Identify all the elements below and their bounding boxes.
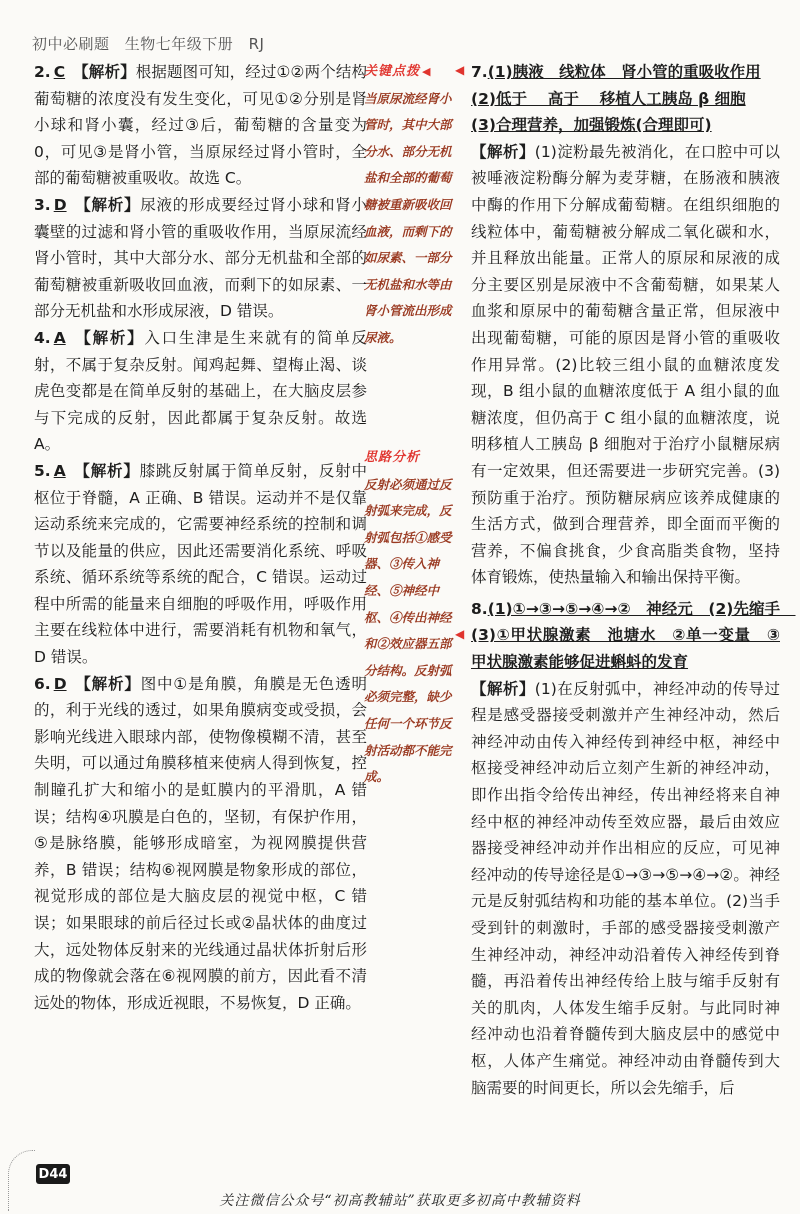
running-header [32, 33, 274, 54]
book-title: 初中必刷题 [32, 35, 110, 53]
analysis-text: (1)在反射弧中，神经冲动的传导过程是感受器接受刺激并产生神经冲动，然后神经冲动由传入神经传到神经中枢，神经中枢接受神经冲动后立刻产生新的神经冲动，即作出指令给传出神经，传出神经将来自神经中枢的神经冲动传至效应器，最后由效应器接受神经冲动并作出相应的反应，可见神经冲动的传导途径是①→③→⑤→④→②。神经元是反射弧结构和功能的基本单位。(2)当手受到针的刺激时，手部的感受器接受刺激产生神经冲动，神经冲动沿着传入神经传到脊髓，再沿着传出神经传给上肢与缩手反射有关的肌肉，人体发生缩手反射。与此同时神经冲动也沿着脊髓传到大脑皮层中的感觉中枢，人体产生痛觉。神经冲动由脊髓传到大脑需要的时间更长，所以会先缩手，后 [471, 679, 780, 1097]
page-number: D44 [36, 1164, 70, 1184]
analysis-text: (1)淀粉最先被消化，在口腔中可以被唾液淀粉酶分解为麦芽糖，在肠液和胰液中酶的作用下分解成葡萄糖。在组织细胞的线粒体中，葡萄糖被分解成二氧化碳和水，并且释放出能量。正常人的原尿和尿液的成分主要区别是尿液中不含葡萄糖，如果某人血浆和原尿中的葡萄糖含量正常，但尿液中出现葡萄糖，可能的原因是肾小管的重吸收作用异常。(2)比较三组小鼠的血糖浓度发现，B 组小鼠的血糖浓度低于 A 组小鼠的血糖浓度，但仍高于 C 组小鼠的血糖浓度，说明移植人工胰岛 β 细胞对于治疗小鼠糖尿病有一定效果，但还需要进一步研究完善。(3)预防重于治疗。预防糖尿病应该养成健康的生活方式，做到合理营养，即全面而平衡的营养，不偏食挑食，少食高脂类食物，坚持体育锻炼，使热量输入和输出保持平衡。 [471, 142, 780, 587]
answer-letter: A [53, 461, 66, 480]
sidebar-title: 关键点拨 [364, 64, 421, 79]
analysis-tag: 【解析】 [73, 63, 136, 81]
footer-note: 关注微信公众号“初高教辅站”获取更多初高中教辅资料 [219, 1193, 581, 1209]
analysis-tag: 【解析】 [471, 142, 535, 161]
answer-letter: C [53, 63, 66, 81]
analysis-text: 根据题图可知，经过①②两个结构葡萄糖的浓度没有发生变化，可见①②分别是肾小球和肾小囊，经过③后，葡萄糖的含量变为0，可见③是肾小管，当原尿经过肾小管时，全部的葡萄糖被重吸收。故选 C。 [34, 63, 367, 188]
answer-line: (3)合理营养，加强锻炼(合理即可) [471, 116, 712, 135]
arrow-pointer-icon: ◀ [422, 65, 432, 78]
subject-title: 生物七年级下册 [124, 35, 234, 53]
question-5: 5. A 【解析】膝跳反射属于简单反射，反射中枢位于脊髓，A 正确、B 错误。运动并不是仅靠运动系统来完成的，它需要神经系统的控制和调节以及能量的供应，因此还需要消化系统、呼吸系统、循环系统等系统的配合，C 错误。运动过程中所需的能量来自细胞的呼吸作用，呼吸作用主要在线粒体中进行，需要消耗有机物和氧气，D 错误。 [34, 461, 367, 667]
question-2: 2. C 【解析】根据题图可知，经过①②两个结构葡萄糖的浓度没有发生变化，可见①②分别是肾小球和肾小囊，经过③后，葡萄糖的含量变为0，可见③是肾小管，当原尿经过肾小管时，全部的葡萄糖被重吸收。故选 C。 [34, 63, 367, 188]
question-4: 4. A 【解析】入口生津是生来就有的简单反射，不属于复杂反射。闻鸡起舞、望梅止渴、谈虎色变都是在简单反射的基础上，在大脑皮层参与下完成的反射，因此都属于复杂反射。故选 A。 [34, 328, 367, 454]
question-3: 3. D 【解析】尿液的形成要经过肾小球和肾小囊壁的过滤和肾小管的重吸收作用，当原尿流经肾小管时，其中大部分水、部分无机盐和全部的葡萄糖被重新吸收回血液，而剩下的如尿素、一部分无机盐和水形成尿液，D 错误。 [34, 195, 367, 321]
edition-label: RJ [248, 35, 265, 53]
arrow-pointer-icon: ◀ [455, 627, 465, 641]
sidebar-text: 当原尿流经肾小管时，其中大部分水、部分无机盐和全部的葡萄糖被重新吸收回血液，而剩下的如尿素、一部分无机盐和水等由肾小管流出形成尿液。 [364, 90, 452, 345]
analysis-tag: 【解析】 [75, 195, 141, 214]
analysis-text: 入口生津是生来就有的简单反射，不属于复杂反射。闻鸡起舞、望梅止渴、谈虎色变都是在简单反射的基础上，在大脑皮层参与下完成的反射，因此都属于复杂反射。故选 A。 [34, 328, 367, 454]
right-column [471, 59, 796, 1106]
analysis-tag: 【解析】 [75, 674, 141, 693]
analysis-text: 膝跳反射属于简单反射，反射中枢位于脊髓，A 正确、B 错误。运动并不是仅靠运动系统来完成的，它需要神经系统的控制和调节以及能量的供应，因此还需要消化系统、呼吸系统、循环系统等系统的配合，C 错误。运动过程中所需的能量来自细胞的呼吸作用，呼吸作用主要在线粒体中进行，需要消耗有机物和氧气，D 错误。 [34, 461, 367, 667]
sidebar-key-points [364, 59, 465, 352]
sidebar-text: 反射必须通过反射弧来完成，反射弧包括①感受器、③传入神经、⑤神经中枢、④传出神经和②效应器五部分结构。反射弧必须完整，缺少任何一个环节反射活动都不能完成。 [364, 476, 452, 785]
answer-letter: A [53, 328, 66, 347]
question-8: 8.(1)①→③→⑤→④→② 神经元 (2)先缩手 (3)①甲状腺激素 池塘水 ②单一变量 ③甲状腺激素能够促进蝌蚪的发育 【解析】(1)在反射弧中，神经冲动的传导过程是感受器接受刺激并产生神经冲动，然后神经冲动由传入神经传到神经中枢，神经中枢接受神经冲动后立刻产生新的神经冲动，即作出指令给传出神经，传出神经将来自神经中枢的神经冲动传至效应器，最后由效应器接受神经冲动并作出相应的反应，可见神经冲动的传导途径是①→③→⑤→④→②。神经元是反射弧结构和功能的基本单位。(2)当手受到针的刺激时，手部的感受器接受刺激产生神经冲动，神经冲动沿着传入神经传到脊髓，再沿着传出神经传给上肢与缩手反射有关的肌肉，人体发生缩手反射。与此同时神经冲动也沿着脊髓传到大脑皮层中的感觉中枢，人体产生痛觉。神经冲动由脊髓传到大脑需要的时间更长，所以会先缩手，后 [471, 599, 796, 1097]
arrow-pointer-icon: ◀ [455, 63, 465, 77]
question-6: 6. D 【解析】图中①是角膜，角膜是无色透明的，利于光线的透过，如果角膜病变或受损，会影响光线进入眼球内部，使物像模糊不清，甚至失明，可以通过角膜移植来使病人得到恢复，控制瞳孔扩大和缩小的是虹膜内的平滑肌，A 错误；结构④巩膜是白色的，坚韧，有保护作用，⑤是脉络膜，能够形成暗室，为视网膜提供营养，B 错误；结构⑥视网膜是物象形成的部位，视觉形成的部位是大脑皮层的视觉中枢，C 错误；如果眼球的前后径过长或②晶状体的曲度过大，远处物体反射来的光线通过晶状体折射后形成的物像就会落在⑥视网膜的前方，因此看不清远处的物体，形成近视眼，不易恢复，D 正确。 [34, 674, 367, 1012]
sidebar-thinking-analysis [364, 445, 465, 791]
analysis-tag: 【解析】 [75, 328, 145, 347]
answer-line: (1)①→③→⑤→④→② 神经元 (2)先缩手 (3)①甲状腺激素 池塘水 ②单一变量 ③甲状腺激素能够促进蝌蚪的发育 [471, 599, 796, 672]
analysis-text: 尿液的形成要经过肾小球和肾小囊壁的过滤和肾小管的重吸收作用，当原尿流经肾小管时，其中大部分水、部分无机盐和全部的葡萄糖被重新吸收回血液，而剩下的如尿素、一部分无机盐和水形成尿液，D 错误。 [34, 195, 367, 321]
sidebar-title: 思路分析 [364, 450, 421, 465]
question-7: 7.(1)胰液 线粒体 肾小管的重吸收作用 (2)低于 高于 移植人工胰岛 β 细胞 (3)合理营养，加强锻炼(合理即可) 【解析】(1)淀粉最先被消化，在口腔中可以被唾液淀粉酶分解为麦芽糖，在肠液和胰液中酶的作用下分解成葡萄糖。在组织细胞的线粒体中，葡萄糖被分解成二氧化碳和水，并且释放出能量。正常人的原尿和尿液的成分主要区别是尿液中不含葡萄糖，如果某人血浆和原尿中的葡萄糖含量正常，但尿液中出现葡萄糖，可能的原因是肾小管的重吸收作用异常。(2)比较三组小鼠的血糖浓度发现，B 组小鼠的血糖浓度低于 A 组小鼠的血糖浓度，但仍高于 C 组小鼠的血糖浓度，说明移植人工胰岛 β 细胞对于治疗小鼠糖尿病有一定效果，但还需要进一步研究完善。(3)预防重于治疗。预防糖尿病应该养成健康的生活方式，做到合理营养，即全面而平衡的营养，不偏食挑食，少食高脂类食物，坚持体育锻炼，使热量输入和输出保持平衡。 [471, 63, 780, 587]
answer-letter: D [53, 674, 67, 693]
analysis-tag: 【解析】 [74, 461, 140, 480]
answer-line: (2)低于 高于 移植人工胰岛 β 细胞 [471, 89, 746, 108]
answer-letter: D [53, 195, 67, 214]
answer-line: (1)胰液 线粒体 肾小管的重吸收作用 [487, 63, 761, 81]
analysis-tag: 【解析】 [471, 679, 535, 698]
analysis-text: 图中①是角膜，角膜是无色透明的，利于光线的透过，如果角膜病变或受损，会影响光线进入眼球内部，使物像模糊不清，甚至失明，可以通过角膜移植来使病人得到恢复，控制瞳孔扩大和缩小的是虹膜内的平滑肌，A 错误；结构④巩膜是白色的，坚韧，有保护作用，⑤是脉络膜，能够形成暗室，为视网膜提供营养，B 错误；结构⑥视网膜是物象形成的部位，视觉形成的部位是大脑皮层的视觉中枢，C 错误；如果眼球的前后径过长或②晶状体的曲度过大，远处物体反射来的光线通过晶状体折射后形成的物像就会落在⑥视网膜的前方，因此看不清远处的物体，形成近视眼，不易恢复，D 正确。 [34, 674, 367, 1012]
left-column [34, 59, 367, 1016]
